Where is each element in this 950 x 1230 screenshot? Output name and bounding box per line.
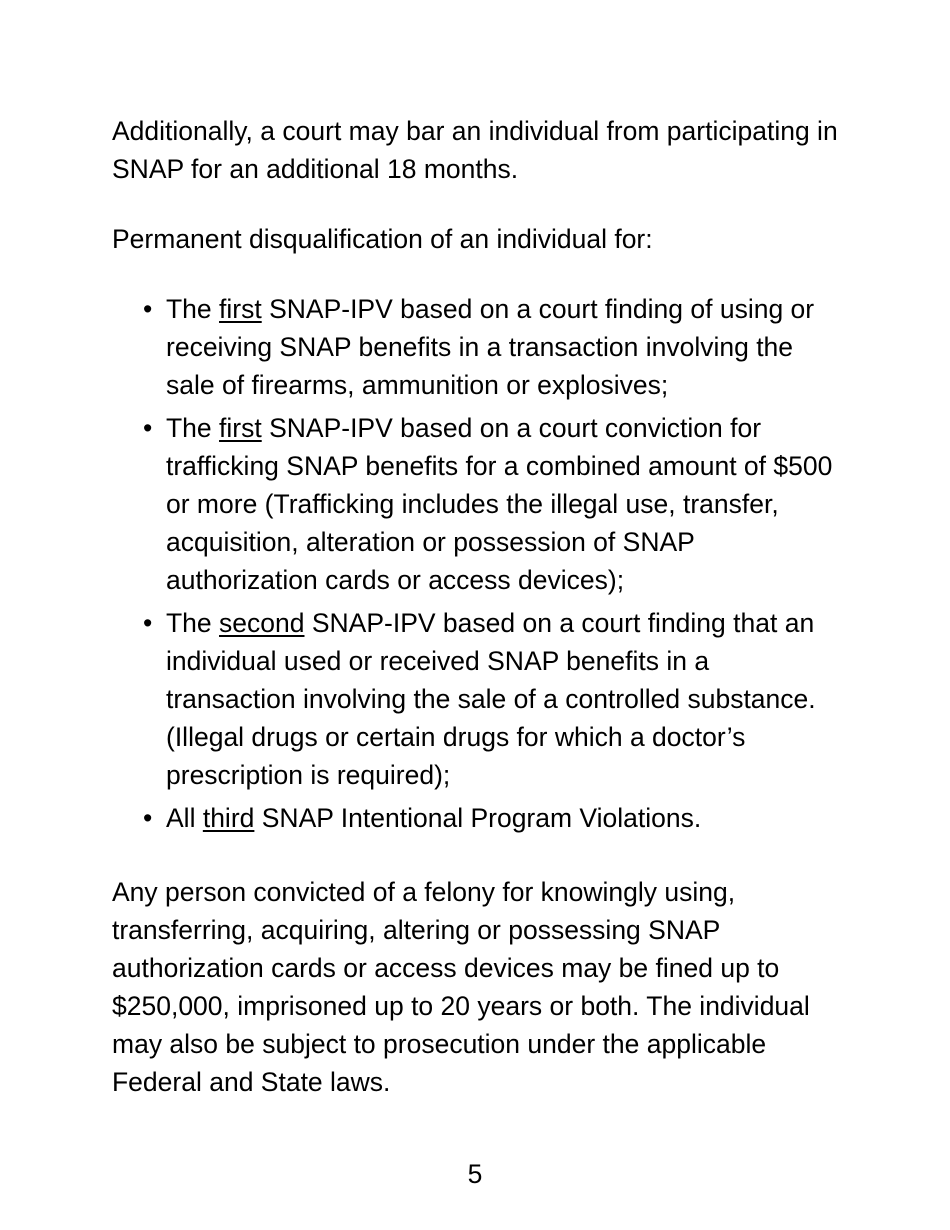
- intro-paragraph: Additionally, a court may bar an individual from participating in SNAP for an additional 18 months.: [112, 116, 838, 184]
- document-page: [112, 112, 842, 1101]
- disqualification-list: [112, 290, 842, 837]
- list-item-prefix: The: [166, 294, 220, 324]
- bullet-marker: •: [143, 608, 153, 638]
- list-item-emphasis: first: [219, 294, 262, 324]
- list-item-emphasis: second: [219, 608, 305, 638]
- list-item-text: SNAP Intentional Program Violations.: [254, 803, 702, 833]
- bullet-marker: •: [143, 413, 153, 443]
- list-item-emphasis: first: [219, 413, 262, 443]
- list-item: [112, 604, 842, 794]
- bullet-marker: •: [143, 294, 153, 324]
- list-item: [112, 799, 842, 837]
- list-item-prefix: The: [166, 413, 220, 443]
- list-item-prefix: The: [166, 608, 220, 638]
- list-item: [112, 290, 842, 404]
- list-item-text: SNAP-IPV based on a court finding of using or receiving SNAP benefits in a transaction involving the sale of firearms, ammunition or explosives;: [166, 294, 815, 400]
- bullet-marker: •: [143, 803, 153, 833]
- list-item: [112, 409, 842, 599]
- list-item-emphasis: third: [202, 803, 255, 833]
- list-item-text: SNAP-IPV based on a court finding that an individual used or received SNAP benefits in a transaction involving the sale of a controlled substance. (Illegal drugs or certain drugs for which a doctor’s prescription is required);: [166, 608, 816, 790]
- list-item-text: SNAP-IPV based on a court conviction for trafficking SNAP benefits for a combined amount of $500 or more (Trafficking includes the illegal use, transfer, acquisition, alteration or possession of SNAP authorization cards or access devices);: [166, 413, 833, 595]
- disqualification-lead: Permanent disqualification of an individual for:: [112, 224, 653, 254]
- list-item-prefix: All: [166, 803, 203, 833]
- page-number: 5: [467, 1159, 483, 1189]
- penalty-paragraph: Any person convicted of a felony for knowingly using, transferring, acquiring, altering or possessing SNAP authorization cards or access devices may be fined up to $250,000, imprisoned up to 20 years or both. The individual may also be subject to prosecution under the applicable Federal and State laws.: [112, 877, 810, 1097]
